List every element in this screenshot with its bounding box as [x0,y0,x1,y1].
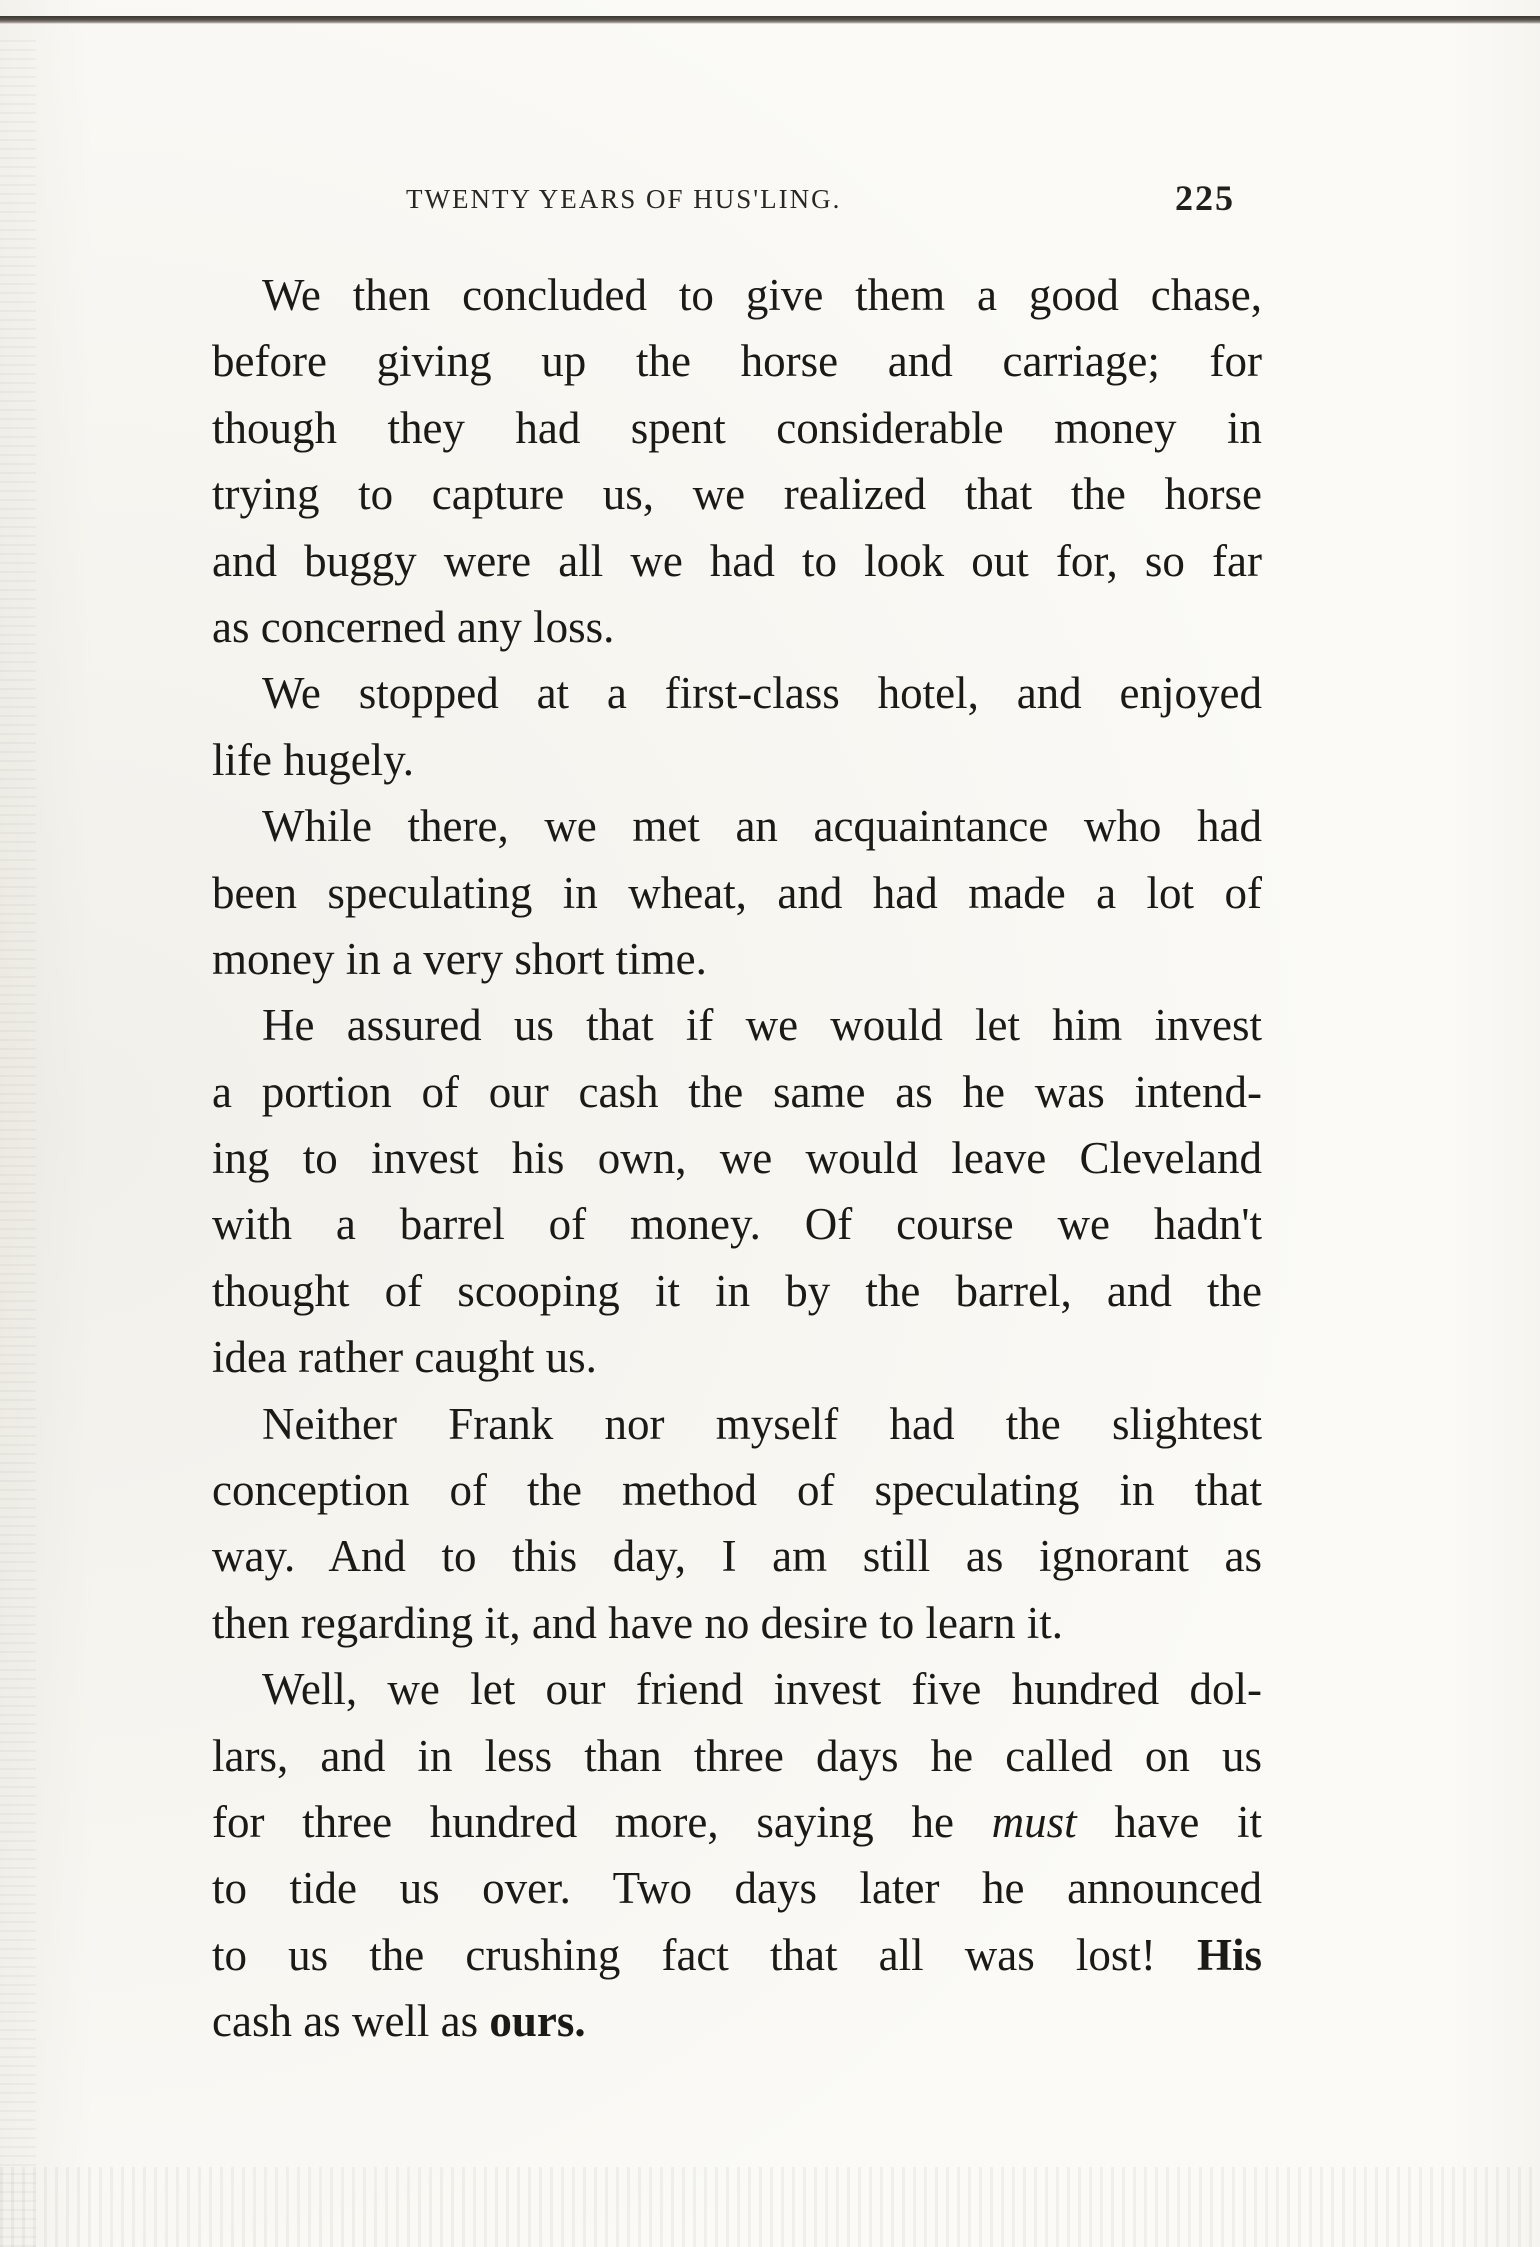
text-line: conception of the method of speculating in that [212,1465,1262,1516]
page-number: 225 [1175,178,1235,218]
text-line: with a barrel of money. Of course we hadn't [212,1199,1262,1250]
text-line: a portion of our cash the same as he was intend- [212,1066,1262,1117]
text-line: thought of scooping it in by the barrel, and the [212,1265,1262,1316]
running-head: TWENTY YEARS OF HUS'LING. [406,184,842,214]
text-line: then regarding it, and have no desire to learn it. [212,1597,1063,1648]
text-line: before giving up the horse and carriage; for [212,336,1262,387]
text-segment: for three hundred more, saying he [212,1796,992,1847]
text-line [212,1988,1262,2054]
text-line [212,1922,1262,1988]
text-line: trying to capture us, we realized that the horse [212,469,1262,520]
text-line: though they had spent considerable money in [212,402,1262,453]
left-edge-speckle [0,40,36,2247]
text-line: He assured us that if we would let him invest [262,1000,1262,1051]
text-segment: must [991,1796,1077,1847]
text-line: ing to invest his own, we would leave Cleveland [212,1133,1262,1184]
text-line: While there, we met an acquaintance who had [262,801,1262,852]
text-line: to tide us over. Two days later he announced [212,1863,1262,1914]
text-line: life hugely. [212,734,415,785]
text-line: lars, and in less than three days he called on us [212,1730,1262,1781]
text-line: We then concluded to give them a good chase, [262,270,1262,320]
text-segment: His [1196,1929,1262,1980]
text-segment: ours. [489,1996,586,2047]
text-line: been speculating in wheat, and had made a lot of [212,867,1262,918]
text-line [212,1789,1262,1855]
text-line: way. And to this day, I am still as ignorant as [212,1531,1262,1582]
text-line: We stopped at a first-class hotel, and enjoyed [262,668,1262,719]
text-line: and buggy were all we had to look out for, so far [212,535,1262,586]
top-edge-rule [0,16,1540,24]
text-line: idea rather caught us. [212,1332,597,1383]
body-text [212,262,1262,2055]
text-line: money in a very short time. [212,933,707,984]
text-segment: have it [1076,1796,1262,1847]
text-segment: to us the crushing fact that all was lost! [212,1929,1197,1980]
text-segment: cash as well as [212,1996,490,2047]
text-line: Neither Frank nor myself had the slightest [262,1398,1262,1449]
text-line: Well, we let our friend invest five hundred dol- [262,1664,1262,1715]
text-line: as concerned any loss. [212,601,615,652]
bottom-edge-speckle [0,2167,1540,2247]
